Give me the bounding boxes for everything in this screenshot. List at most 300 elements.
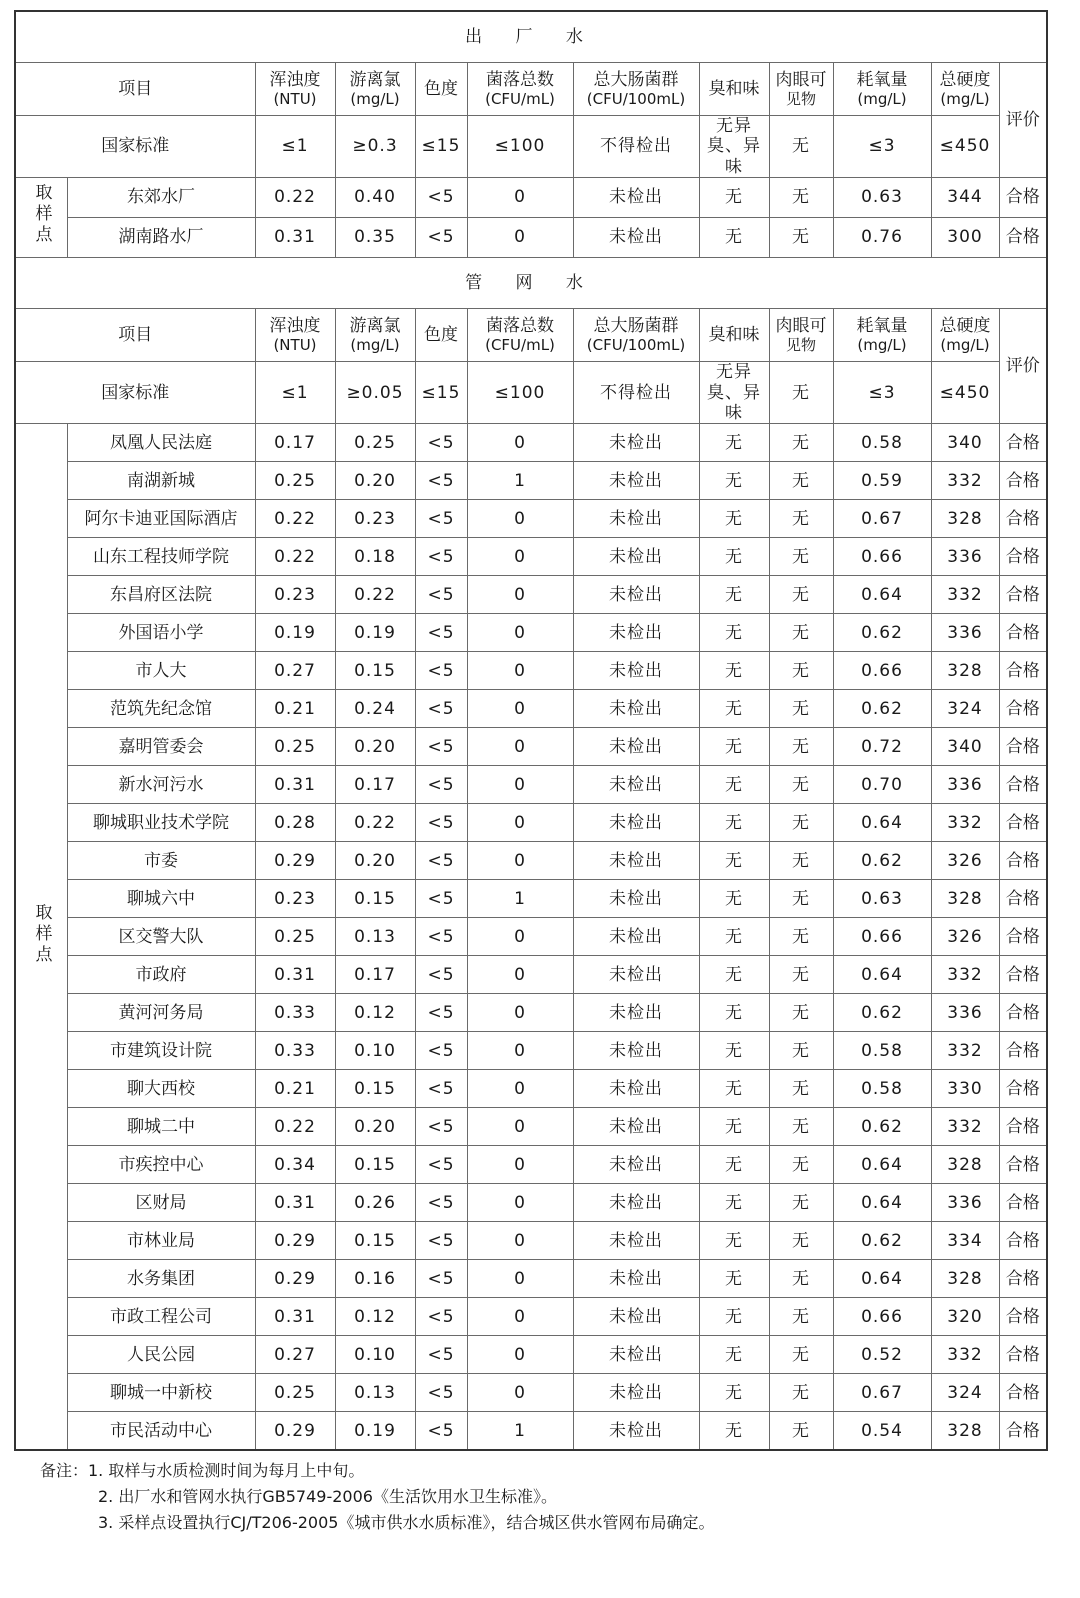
value-cell: 0	[467, 538, 573, 576]
table-row	[15, 994, 1047, 1032]
factory-title-row	[15, 11, 1047, 63]
value-cell: 0	[467, 1146, 573, 1184]
header-col-unit: (mg/L)	[350, 336, 400, 355]
header-col	[699, 63, 769, 116]
value-cell: 未检出	[573, 1260, 699, 1298]
value-cell: 未检出	[573, 500, 699, 538]
table-row	[15, 918, 1047, 956]
value-cell: <5	[415, 918, 467, 956]
value-cell: <5	[415, 462, 467, 500]
value-cell: 未检出	[573, 880, 699, 918]
value-cell: 0	[467, 804, 573, 842]
value-cell: 无	[699, 918, 769, 956]
value-cell: <5	[415, 576, 467, 614]
value-cell: 未检出	[573, 842, 699, 880]
standard-value: ≤15	[415, 116, 467, 178]
standard-value: 无异臭、异味	[699, 362, 769, 424]
standard-value: ≤450	[931, 362, 999, 424]
value-cell: 无	[769, 424, 833, 462]
value-cell: <5	[415, 690, 467, 728]
factory-group-label	[15, 178, 67, 258]
value-cell: 0.62	[833, 994, 931, 1032]
site-name: 人民公园	[67, 1336, 255, 1374]
value-cell: 0.18	[335, 538, 415, 576]
value-cell: 0.19	[335, 1412, 415, 1451]
value-cell: 无	[769, 1374, 833, 1412]
header-col	[833, 63, 931, 116]
value-cell: <5	[415, 1374, 467, 1412]
value-cell: 0.62	[833, 842, 931, 880]
eval-cell: 合格	[999, 218, 1047, 258]
header-col	[415, 309, 467, 362]
site-name: 湖南路水厂	[67, 218, 255, 258]
value-cell: 0.22	[335, 804, 415, 842]
value-cell: 无	[769, 1298, 833, 1336]
note-2: 2. 出厂水和管网水执行GB5749-2006《生活饮用水卫生标准》。	[98, 1487, 557, 1506]
value-cell: 0.20	[335, 842, 415, 880]
site-name: 市政府	[67, 956, 255, 994]
value-cell: 332	[931, 576, 999, 614]
value-cell: 0.62	[833, 690, 931, 728]
value-cell: 0	[467, 1374, 573, 1412]
header-col-label: 肉眼可	[775, 315, 827, 336]
value-cell: 1	[467, 1412, 573, 1451]
eval-cell: 合格	[999, 956, 1047, 994]
eval-cell: 合格	[999, 1108, 1047, 1146]
value-cell: 未检出	[573, 1184, 699, 1222]
standard-value: ≤100	[467, 116, 573, 178]
value-cell: <5	[415, 1412, 467, 1451]
value-cell: 0.22	[255, 178, 335, 218]
header-col-label: 总硬度	[939, 69, 991, 90]
value-cell: 0.64	[833, 1260, 931, 1298]
eval-cell: 合格	[999, 918, 1047, 956]
header-eval: 评价	[999, 63, 1047, 178]
header-col-label: 游离氯	[349, 315, 401, 336]
value-cell: 324	[931, 690, 999, 728]
header-col	[335, 309, 415, 362]
value-cell: 0.64	[833, 576, 931, 614]
value-cell: <5	[415, 1108, 467, 1146]
value-cell: 344	[931, 178, 999, 218]
value-cell: 0.72	[833, 728, 931, 766]
header-col-label: 总大肠菌群	[593, 315, 679, 336]
site-name: 东昌府区法院	[67, 576, 255, 614]
value-cell: 330	[931, 1070, 999, 1108]
value-cell: 无	[699, 1260, 769, 1298]
value-cell: 0.31	[255, 1298, 335, 1336]
value-cell: 0.54	[833, 1412, 931, 1451]
eval-cell: 合格	[999, 804, 1047, 842]
value-cell: 328	[931, 1260, 999, 1298]
eval-cell: 合格	[999, 1336, 1047, 1374]
value-cell: 无	[699, 1032, 769, 1070]
value-cell: 0	[467, 576, 573, 614]
table-row	[15, 1032, 1047, 1070]
header-col-label: 臭和味	[708, 78, 760, 99]
value-cell: 0.12	[335, 1298, 415, 1336]
value-cell: 0	[467, 1070, 573, 1108]
value-cell: 未检出	[573, 1412, 699, 1451]
value-cell: 0	[467, 1032, 573, 1070]
value-cell: 无	[699, 1412, 769, 1451]
value-cell: 0	[467, 690, 573, 728]
value-cell: 无	[699, 1146, 769, 1184]
eval-cell: 合格	[999, 1374, 1047, 1412]
value-cell: 0.17	[255, 424, 335, 462]
value-cell: 340	[931, 424, 999, 462]
value-cell: 0.23	[255, 576, 335, 614]
value-cell: 336	[931, 538, 999, 576]
standard-label: 国家标准	[15, 116, 255, 178]
eval-cell: 合格	[999, 994, 1047, 1032]
value-cell: 0.26	[335, 1184, 415, 1222]
header-col-label: 色度	[424, 324, 458, 345]
value-cell: 0.27	[255, 1336, 335, 1374]
eval-cell: 合格	[999, 1260, 1047, 1298]
value-cell: 无	[769, 1412, 833, 1451]
water-quality-table	[14, 10, 1048, 1451]
value-cell: 无	[699, 538, 769, 576]
value-cell: 326	[931, 842, 999, 880]
value-cell: 无	[769, 614, 833, 652]
network-section-title: 管 网 水	[15, 258, 1047, 309]
value-cell: 1	[467, 880, 573, 918]
value-cell: 未检出	[573, 956, 699, 994]
value-cell: 无	[769, 804, 833, 842]
site-name: 范筑先纪念馆	[67, 690, 255, 728]
header-col-label: 游离氯	[349, 69, 401, 90]
value-cell: 未检出	[573, 1108, 699, 1146]
header-col-unit: (NTU)	[273, 336, 317, 355]
table-row	[15, 804, 1047, 842]
site-name: 聊城一中新校	[67, 1374, 255, 1412]
standard-value: ≤3	[833, 116, 931, 178]
table-row	[15, 956, 1047, 994]
value-cell: 0	[467, 178, 573, 218]
value-cell: 0.22	[255, 1108, 335, 1146]
value-cell: 332	[931, 1336, 999, 1374]
site-name: 聊城二中	[67, 1108, 255, 1146]
header-col	[769, 309, 833, 362]
site-name: 凤凰人民法庭	[67, 424, 255, 462]
value-cell: 334	[931, 1222, 999, 1260]
value-cell: 未检出	[573, 804, 699, 842]
value-cell: 0.29	[255, 1260, 335, 1298]
header-col-label: 菌落总数	[486, 69, 554, 90]
value-cell: 未检出	[573, 462, 699, 500]
value-cell: 336	[931, 614, 999, 652]
value-cell: 0.67	[833, 500, 931, 538]
site-name: 市委	[67, 842, 255, 880]
value-cell: 未检出	[573, 1032, 699, 1070]
value-cell: 0.62	[833, 1108, 931, 1146]
site-name: 区交警大队	[67, 918, 255, 956]
value-cell: <5	[415, 614, 467, 652]
factory-header-row	[15, 63, 1047, 116]
header-col-label: 总大肠菌群	[593, 69, 679, 90]
value-cell: 无	[769, 728, 833, 766]
value-cell: 无	[699, 1184, 769, 1222]
value-cell: 0.25	[255, 728, 335, 766]
value-cell: 未检出	[573, 994, 699, 1032]
value-cell: 无	[769, 1070, 833, 1108]
value-cell: 0	[467, 728, 573, 766]
value-cell: 无	[769, 178, 833, 218]
value-cell: 无	[699, 462, 769, 500]
eval-cell: 合格	[999, 1412, 1047, 1451]
site-name: 黄河河务局	[67, 994, 255, 1032]
value-cell: <5	[415, 1298, 467, 1336]
value-cell: 无	[769, 538, 833, 576]
header-col-unit: 见物	[785, 336, 816, 355]
table-row	[15, 1184, 1047, 1222]
value-cell: 0	[467, 424, 573, 462]
table-row	[15, 1070, 1047, 1108]
value-cell: 0	[467, 842, 573, 880]
table-row	[15, 880, 1047, 918]
value-cell: 未检出	[573, 918, 699, 956]
value-cell: 0.64	[833, 1184, 931, 1222]
value-cell: 0.70	[833, 766, 931, 804]
value-cell: 无	[769, 1032, 833, 1070]
standard-value: ≥0.05	[335, 362, 415, 424]
value-cell: 未检出	[573, 690, 699, 728]
value-cell: 0.64	[833, 956, 931, 994]
value-cell: 0.59	[833, 462, 931, 500]
value-cell: <5	[415, 1184, 467, 1222]
eval-cell: 合格	[999, 1032, 1047, 1070]
value-cell: 0.35	[335, 218, 415, 258]
site-name: 区财局	[67, 1184, 255, 1222]
value-cell: 332	[931, 1108, 999, 1146]
value-cell: 0.17	[335, 766, 415, 804]
value-cell: 336	[931, 994, 999, 1032]
value-cell: 无	[769, 1222, 833, 1260]
table-row	[15, 538, 1047, 576]
value-cell: 无	[769, 766, 833, 804]
value-cell: 336	[931, 766, 999, 804]
value-cell: 无	[699, 766, 769, 804]
value-cell: 300	[931, 218, 999, 258]
header-eval: 评价	[999, 309, 1047, 424]
eval-cell: 合格	[999, 766, 1047, 804]
value-cell: 0.25	[255, 462, 335, 500]
value-cell: 无	[699, 994, 769, 1032]
site-name: 嘉明管委会	[67, 728, 255, 766]
value-cell: 无	[699, 500, 769, 538]
standard-value: ≥0.3	[335, 116, 415, 178]
standard-value: ≤3	[833, 362, 931, 424]
value-cell: <5	[415, 218, 467, 258]
header-col	[255, 309, 335, 362]
standard-value: ≤1	[255, 362, 335, 424]
value-cell: <5	[415, 652, 467, 690]
value-cell: 无	[769, 652, 833, 690]
network-header-row	[15, 309, 1047, 362]
value-cell: 0	[467, 1108, 573, 1146]
header-col-label: 肉眼可	[775, 69, 827, 90]
value-cell: 未检出	[573, 652, 699, 690]
value-cell: 无	[699, 956, 769, 994]
value-cell: 0.62	[833, 614, 931, 652]
value-cell: 未检出	[573, 424, 699, 462]
note-3: 3. 采样点设置执行CJ/T206-2005《城市供水水质标准》，结合城区供水管网布局确定。	[98, 1513, 715, 1532]
eval-cell: 合格	[999, 178, 1047, 218]
standard-value: 无	[769, 362, 833, 424]
table-row	[15, 614, 1047, 652]
table-row	[15, 178, 1047, 218]
value-cell: 340	[931, 728, 999, 766]
value-cell: 0.20	[335, 1108, 415, 1146]
value-cell: 332	[931, 1032, 999, 1070]
value-cell: 0.33	[255, 994, 335, 1032]
value-cell: 0.12	[335, 994, 415, 1032]
header-col-unit: (mg/L)	[940, 90, 990, 109]
value-cell: 0.15	[335, 1070, 415, 1108]
value-cell: 336	[931, 1184, 999, 1222]
value-cell: <5	[415, 1222, 467, 1260]
eval-cell: 合格	[999, 1184, 1047, 1222]
value-cell: 0.66	[833, 1298, 931, 1336]
network-title-row	[15, 258, 1047, 309]
site-name: 南湖新城	[67, 462, 255, 500]
value-cell: 未检出	[573, 1070, 699, 1108]
header-col	[335, 63, 415, 116]
value-cell: <5	[415, 1032, 467, 1070]
header-col	[467, 63, 573, 116]
value-cell: 0.29	[255, 1222, 335, 1260]
value-cell: 无	[699, 1298, 769, 1336]
value-cell: 无	[769, 500, 833, 538]
value-cell: 未检出	[573, 1298, 699, 1336]
value-cell: 0.63	[833, 880, 931, 918]
header-col-unit: (mg/L)	[940, 336, 990, 355]
header-col-label: 浑浊度	[269, 315, 321, 336]
value-cell: 0.19	[335, 614, 415, 652]
value-cell: 0.66	[833, 652, 931, 690]
value-cell: <5	[415, 1146, 467, 1184]
value-cell: 0.19	[255, 614, 335, 652]
value-cell: 0	[467, 766, 573, 804]
value-cell: 0.20	[335, 728, 415, 766]
standard-value: ≤1	[255, 116, 335, 178]
header-col-label: 色度	[424, 78, 458, 99]
value-cell: 0	[467, 994, 573, 1032]
header-col-unit: (mg/L)	[857, 90, 907, 109]
table-row	[15, 652, 1047, 690]
header-col	[699, 309, 769, 362]
eval-cell: 合格	[999, 728, 1047, 766]
value-cell: 0	[467, 652, 573, 690]
site-name: 聊城六中	[67, 880, 255, 918]
value-cell: 未检出	[573, 576, 699, 614]
header-col	[769, 63, 833, 116]
value-cell: 无	[769, 690, 833, 728]
header-col-label: 浑浊度	[269, 69, 321, 90]
table-row	[15, 766, 1047, 804]
value-cell: 0.66	[833, 918, 931, 956]
value-cell: 0.28	[255, 804, 335, 842]
value-cell: 0.13	[335, 1374, 415, 1412]
value-cell: 0.20	[335, 462, 415, 500]
value-cell: 无	[769, 462, 833, 500]
header-item: 项目	[15, 309, 255, 362]
value-cell: 324	[931, 1374, 999, 1412]
group-label-text: 取样点	[31, 902, 52, 966]
value-cell: 328	[931, 880, 999, 918]
value-cell: 328	[931, 1146, 999, 1184]
value-cell: 未检出	[573, 1374, 699, 1412]
value-cell: 未检出	[573, 178, 699, 218]
value-cell: 0.16	[335, 1260, 415, 1298]
value-cell: 无	[699, 614, 769, 652]
value-cell: <5	[415, 766, 467, 804]
table-row	[15, 1412, 1047, 1451]
eval-cell: 合格	[999, 614, 1047, 652]
value-cell: 0.15	[335, 652, 415, 690]
factory-section-title: 出 厂 水	[15, 11, 1047, 63]
table-row	[15, 218, 1047, 258]
value-cell: 0.63	[833, 178, 931, 218]
table-row	[15, 576, 1047, 614]
value-cell: 0.17	[335, 956, 415, 994]
value-cell: 未检出	[573, 614, 699, 652]
value-cell: 无	[699, 1374, 769, 1412]
value-cell: 0.31	[255, 1184, 335, 1222]
value-cell: 0.24	[335, 690, 415, 728]
value-cell: 326	[931, 918, 999, 956]
table-row	[15, 1146, 1047, 1184]
value-cell: <5	[415, 880, 467, 918]
header-col-label: 耗氧量	[856, 315, 908, 336]
value-cell: 0.67	[833, 1374, 931, 1412]
value-cell: 0.52	[833, 1336, 931, 1374]
value-cell: <5	[415, 1260, 467, 1298]
header-col-label: 菌落总数	[486, 315, 554, 336]
value-cell: 0.31	[255, 218, 335, 258]
value-cell: 0	[467, 500, 573, 538]
value-cell: 未检出	[573, 728, 699, 766]
site-name: 聊大西校	[67, 1070, 255, 1108]
header-col	[467, 309, 573, 362]
value-cell: <5	[415, 500, 467, 538]
value-cell: 0.64	[833, 804, 931, 842]
value-cell: 无	[699, 652, 769, 690]
standard-label: 国家标准	[15, 362, 255, 424]
header-col-unit: (NTU)	[273, 90, 317, 109]
value-cell: 无	[699, 424, 769, 462]
value-cell: 0.10	[335, 1032, 415, 1070]
header-col-unit: (mg/L)	[857, 336, 907, 355]
value-cell: 0.22	[335, 576, 415, 614]
value-cell: <5	[415, 1070, 467, 1108]
value-cell: 0	[467, 956, 573, 994]
value-cell: 332	[931, 462, 999, 500]
value-cell: 0	[467, 918, 573, 956]
value-cell: 无	[699, 576, 769, 614]
value-cell: 无	[769, 994, 833, 1032]
notes	[40, 1458, 714, 1536]
network-group-label	[15, 424, 67, 1451]
header-col	[415, 63, 467, 116]
value-cell: 0.27	[255, 652, 335, 690]
value-cell: 320	[931, 1298, 999, 1336]
header-col-unit: (mg/L)	[350, 90, 400, 109]
value-cell: 0	[467, 1336, 573, 1374]
value-cell: 0.76	[833, 218, 931, 258]
value-cell: <5	[415, 178, 467, 218]
